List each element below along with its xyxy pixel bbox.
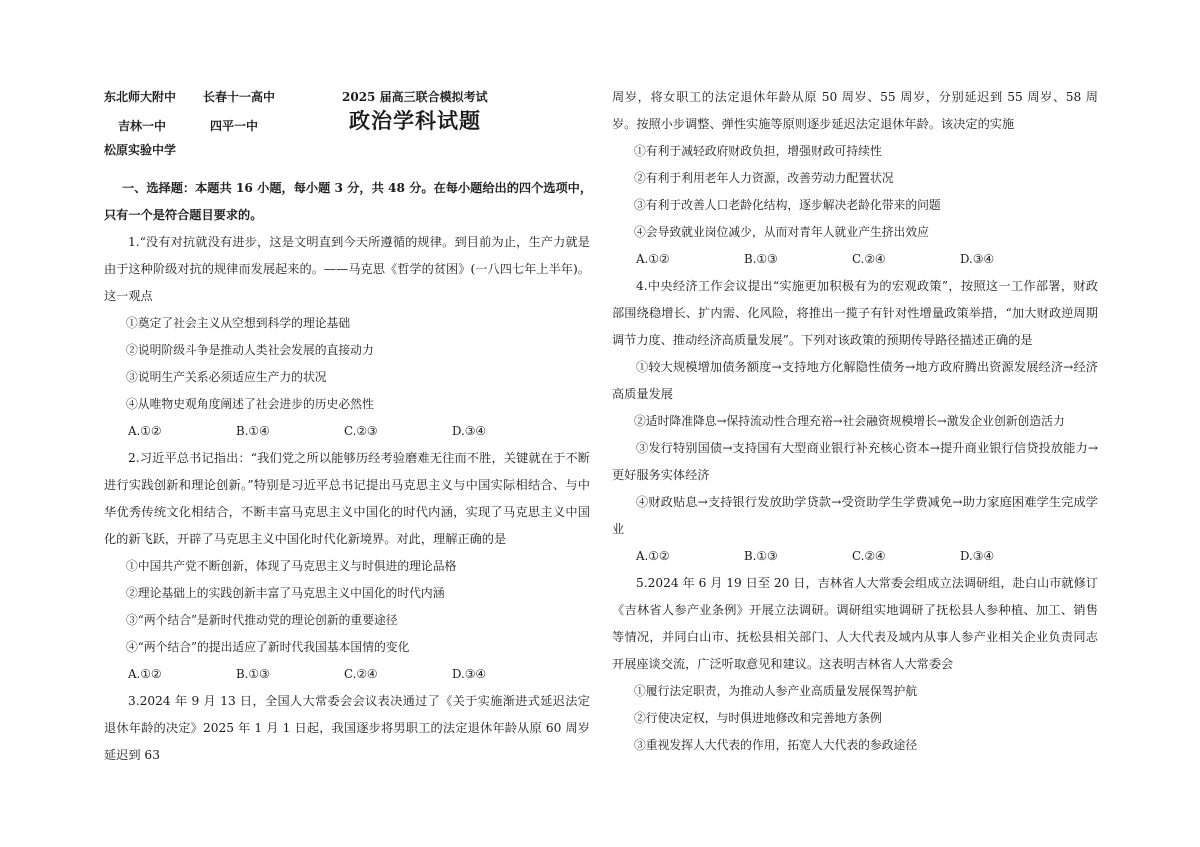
school-name: 吉林一中 [118, 119, 167, 133]
question-stem: 3.2024 年 9 月 13 日，全国人大常委会会议表决通过了《关于实施渐进式延迟法定退休年龄的决定》2025 年 1 月 1 日起，我国逐步将男职工的法定退休年龄从原 60 周岁延迟到 63 [104, 694, 590, 762]
choice-b: B.①④ [236, 424, 270, 438]
choice-d: D.③④ [452, 667, 486, 681]
right-column [612, 84, 1098, 759]
question-option: ①中国共产党不断创新，体现了马克思主义与时俱进的理论品格 [126, 559, 457, 573]
question-4 [612, 273, 1098, 570]
question-option: ④会导致就业岗位减少，从而对青年人就业产生挤出效应 [634, 225, 929, 239]
question-3-start [104, 688, 590, 769]
school-name: 四平一中 [210, 119, 259, 133]
page-title: 政治学科试题 [349, 108, 481, 133]
answer-choices [104, 661, 590, 688]
choice-d: D.③④ [960, 252, 994, 266]
left-column [104, 175, 593, 769]
choice-d: D.③④ [452, 424, 486, 438]
answer-choices [104, 418, 590, 445]
question-stem: 4.中央经济工作会议提出“实施更加积极有为的宏观政策”，按照这一工作部署，财政部围绕稳增长、扩内需、化风险，将推出一揽子有针对性增量政策举措，“加大财政逆周期调节力度、推动经济高质量发展”。下列对该政策的预期传导路径描述正确的是 [612, 279, 1098, 347]
choice-c: C.②④ [852, 549, 886, 563]
question-option: ①奠定了社会主义从空想到科学的理论基础 [126, 316, 351, 330]
question-option: ①有利于减轻政府财政负担，增强财政可持续性 [634, 144, 882, 158]
section-heading: 只有一个是符合题目要求的。 [104, 208, 263, 222]
question-option: ④从唯物史观角度阐述了社会进步的历史必然性 [126, 397, 374, 411]
section-heading: 一、选择题：本题共 16 小题，每小题 3 分，共 48 分。在每小题给出的四个选项中， [122, 181, 593, 195]
choice-c: C.②④ [344, 667, 378, 681]
question-stem: 1.“没有对抗就没有进步，这是文明直到今天所遵循的规律。到目前为止，生产力就是由于这种阶级对抗的规律而发展起来的。——马克思《哲学的贫困》(一八四七年上半年)。这一观点 [104, 235, 590, 303]
question-option: ①履行法定职责，为推动人参产业高质量发展保驾护航 [634, 684, 918, 698]
question-option: ②行使决定权，与时俱进地修改和完善地方条例 [634, 711, 882, 725]
school-name: 东北师大附中 [104, 90, 177, 104]
question-option: ③说明生产关系必须适应生产力的状况 [126, 370, 327, 384]
choice-c: C.②④ [852, 252, 886, 266]
question-3-continued [612, 84, 1098, 273]
question-option: ②说明阶级斗争是推动人类社会发展的直接动力 [126, 343, 374, 357]
answer-choices [612, 246, 1098, 273]
question-stem-continued: 周岁，将女职工的法定退休年龄从原 50 周岁、55 周岁，分别延迟到 55 周岁、58 周岁。按照小步调整、弹性实施等原则逐步延迟法定退休年龄。该决定的实施 [612, 90, 1098, 131]
question-1 [104, 229, 590, 445]
school-name: 松原实验中学 [104, 143, 177, 157]
question-option: ②有利于利用老年人力资源，改善劳动力配置状况 [634, 171, 894, 185]
question-option: ③有利于改善人口老龄化结构，逐步解决老龄化带来的问题 [634, 198, 941, 212]
exam-name: 2025 届高三联合模拟考试 [342, 90, 488, 104]
choice-a: A.①② [128, 667, 162, 681]
question-option: ②适时降准降息→保持流动性合理充裕→社会融资规模增长→激发企业创新创造活力 [634, 414, 1065, 428]
choice-a: A.①② [128, 424, 162, 438]
question-2 [104, 445, 590, 688]
question-option: ③“两个结合”是新时代推动党的理论创新的重要途径 [126, 613, 398, 627]
question-stem: 5.2024 年 6 月 19 日至 20 日，吉林省人大常委会组成立法调研组，赴白山市就修订《吉林省人参产业条例》开展立法调研。调研组实地调研了抚松县人参种植、加工、销售等情况，并同白山市、抚松县相关部门、人大代表及域内从事人参产业相关企业负责同志开展座谈交流，广泛听取意见和建议。这表明吉林省人大常委会 [612, 576, 1098, 671]
school-name: 长春十一高中 [203, 90, 276, 104]
question-stem: 2.习近平总书记指出：“我们党之所以能够历经考验磨难无往而不胜，关键就在于不断进行实践创新和理论创新。”特别是习近平总书记提出马克思主义与中国实际相结合、与中华优秀传统文化相结合，不断丰富马克思主义中国化的时代内涵，实现了马克思主义中国化的新飞跃，开辟了马克思主义中国化时代化新境界。对此，理解正确的是 [104, 451, 590, 546]
choice-c: C.②③ [344, 424, 378, 438]
answer-choices [612, 543, 1098, 570]
question-option: ②理论基础上的实践创新丰富了马克思主义中国化的时代内涵 [126, 586, 445, 600]
question-5 [612, 570, 1098, 759]
question-option: ①较大规模增加债务额度→支持地方化解隐性债务→地方政府腾出资源发展经济→经济高质量发展 [612, 360, 1098, 401]
choice-b: B.①③ [744, 549, 778, 563]
choice-b: B.①③ [236, 667, 270, 681]
choice-a: A.①② [636, 252, 670, 266]
question-option: ③重视发挥人大代表的作用，拓宽人大代表的参政途径 [634, 738, 918, 752]
choice-b: B.①③ [744, 252, 778, 266]
choice-a: A.①② [636, 549, 670, 563]
choice-d: D.③④ [960, 549, 994, 563]
question-option: ④财政贴息→支持银行发放助学贷款→受资助学生学费减免→助力家庭困难学生完成学业 [612, 495, 1098, 536]
question-option: ④“两个结合”的提出适应了新时代我国基本国情的变化 [126, 640, 410, 654]
question-option: ③发行特别国债→支持国有大型商业银行补充核心资本→提升商业银行信贷投放能力→更好服务实体经济 [612, 441, 1098, 482]
